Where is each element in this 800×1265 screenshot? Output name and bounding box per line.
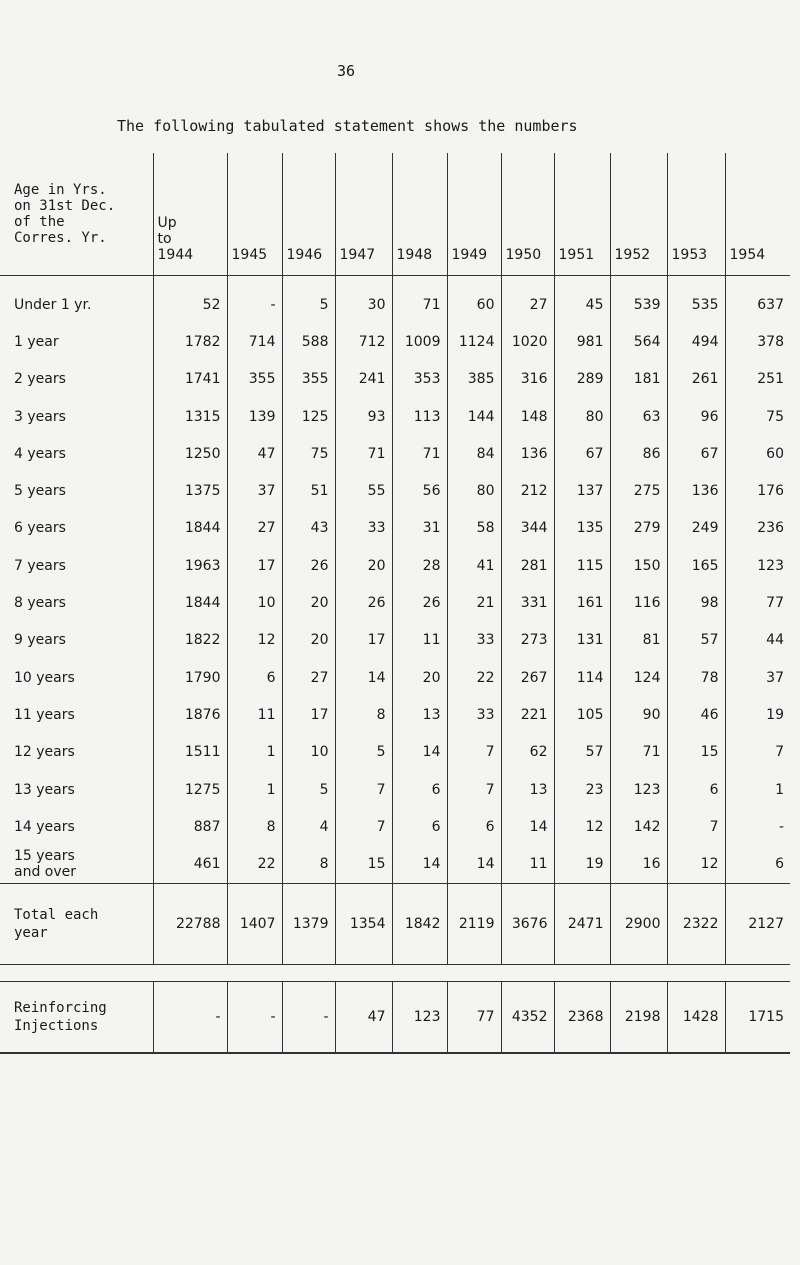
- value-cell: 14: [447, 845, 501, 883]
- value-cell: 2900: [610, 883, 667, 964]
- age-label: 9 years: [14, 632, 66, 649]
- value-cell: 5: [282, 771, 335, 808]
- value-cell: 14: [392, 845, 447, 883]
- value-cell: 887: [153, 808, 227, 845]
- value-cell: 712: [335, 323, 392, 360]
- value-cell: 78: [667, 659, 725, 696]
- value-cell: 355: [282, 361, 335, 398]
- value-cell: 105: [554, 696, 610, 733]
- age-column-header: [0, 153, 153, 276]
- value-cell: 2322: [667, 883, 725, 964]
- value-cell: 588: [282, 323, 335, 360]
- value-cell: 273: [501, 622, 554, 659]
- value-cell: 353: [392, 361, 447, 398]
- value-cell: 67: [667, 435, 725, 472]
- value-cell: 8: [282, 845, 335, 883]
- value-cell: 57: [554, 734, 610, 771]
- value-cell: 75: [282, 435, 335, 472]
- value-cell: 12: [667, 845, 725, 883]
- value-cell: 165: [667, 547, 725, 584]
- value-cell: 19: [554, 845, 610, 883]
- value-cell: 275: [610, 472, 667, 509]
- value-cell: 2471: [554, 883, 610, 964]
- value-cell: 77: [725, 584, 790, 621]
- value-cell: 161: [554, 584, 610, 621]
- value-cell: 37: [725, 659, 790, 696]
- value-cell: 1009: [392, 323, 447, 360]
- table-row: [0, 361, 790, 398]
- age-label: 12 years: [14, 744, 75, 761]
- value-cell: 22: [447, 659, 501, 696]
- table-row: [0, 276, 790, 324]
- value-cell: 125: [282, 398, 335, 435]
- value-cell: 4: [282, 808, 335, 845]
- reinforcing-row: [0, 981, 790, 1053]
- total-row: [0, 883, 790, 964]
- value-cell: 33: [335, 510, 392, 547]
- spacer-row: [0, 964, 790, 981]
- value-cell: 33: [447, 696, 501, 733]
- age-cell: [0, 276, 153, 324]
- value-cell: 279: [610, 510, 667, 547]
- value-cell: 114: [554, 659, 610, 696]
- age-label: 15 years: [14, 848, 75, 865]
- table-body: [0, 276, 790, 1053]
- year-header: 1946: [282, 153, 335, 276]
- value-cell: 249: [667, 510, 725, 547]
- value-cell: 539: [610, 276, 667, 324]
- value-cell: 80: [447, 472, 501, 509]
- value-cell: 7: [447, 771, 501, 808]
- age-header-line: Age in Yrs.: [14, 182, 107, 198]
- age-cell: [0, 584, 153, 621]
- year-header: 1950: [501, 153, 554, 276]
- table-row: [0, 845, 790, 883]
- value-cell: 17: [335, 622, 392, 659]
- age-label: 8 years: [14, 595, 66, 612]
- value-cell: 1876: [153, 696, 227, 733]
- value-cell: -: [227, 981, 282, 1053]
- value-cell: 28: [392, 547, 447, 584]
- age-cell: [0, 981, 153, 1053]
- age-label: 14 years: [14, 818, 75, 835]
- value-cell: -: [282, 981, 335, 1053]
- value-cell: 46: [667, 696, 725, 733]
- value-cell: 267: [501, 659, 554, 696]
- year-header: 1951: [554, 153, 610, 276]
- value-cell: 385: [447, 361, 501, 398]
- value-cell: 136: [667, 472, 725, 509]
- year-header: 1949: [447, 153, 501, 276]
- year-header: 1954: [725, 153, 790, 276]
- table-row: [0, 323, 790, 360]
- value-cell: 1844: [153, 510, 227, 547]
- age-header-line: on 31st Dec.: [14, 198, 116, 214]
- value-cell: 22: [227, 845, 282, 883]
- year-header: 1953: [667, 153, 725, 276]
- age-cell: [0, 771, 153, 808]
- value-cell: 15: [335, 845, 392, 883]
- value-cell: 51: [282, 472, 335, 509]
- value-cell: 1963: [153, 547, 227, 584]
- header-row: [0, 153, 790, 276]
- value-cell: 981: [554, 323, 610, 360]
- value-cell: 63: [610, 398, 667, 435]
- value-cell: 1715: [725, 981, 790, 1053]
- value-cell: -: [725, 808, 790, 845]
- value-cell: -: [153, 981, 227, 1053]
- value-cell: 7: [725, 734, 790, 771]
- value-cell: 261: [667, 361, 725, 398]
- value-cell: 1: [227, 771, 282, 808]
- value-cell: 8: [335, 696, 392, 733]
- age-label: Injections: [14, 1017, 99, 1034]
- value-cell: 80: [554, 398, 610, 435]
- age-label: 7 years: [14, 557, 66, 574]
- value-cell: 71: [392, 276, 447, 324]
- year-header: 1945: [227, 153, 282, 276]
- value-cell: 52: [153, 276, 227, 324]
- value-cell: 22788: [153, 883, 227, 964]
- table-row: [0, 510, 790, 547]
- value-cell: 16: [610, 845, 667, 883]
- value-cell: 27: [227, 510, 282, 547]
- age-cell: [0, 808, 153, 845]
- age-label: 4 years: [14, 445, 66, 462]
- value-cell: 12: [227, 622, 282, 659]
- age-label: 5 years: [14, 483, 66, 500]
- value-cell: 30: [335, 276, 392, 324]
- value-cell: 26: [282, 547, 335, 584]
- value-cell: 1790: [153, 659, 227, 696]
- value-cell: 5: [335, 734, 392, 771]
- age-cell: [0, 696, 153, 733]
- age-label: 10 years: [14, 669, 75, 686]
- value-cell: 47: [227, 435, 282, 472]
- value-cell: 17: [282, 696, 335, 733]
- value-cell: 58: [447, 510, 501, 547]
- value-cell: 7: [667, 808, 725, 845]
- value-cell: 1741: [153, 361, 227, 398]
- age-label: 13 years: [14, 781, 75, 798]
- value-cell: 124: [610, 659, 667, 696]
- value-cell: 6: [447, 808, 501, 845]
- value-cell: 60: [725, 435, 790, 472]
- immunisation-table: [0, 153, 790, 1054]
- table-row: [0, 435, 790, 472]
- up-header-line: 1944: [157, 247, 194, 263]
- age-cell: [0, 510, 153, 547]
- up-header-line: to: [157, 231, 172, 247]
- value-cell: 1379: [282, 883, 335, 964]
- value-cell: 378: [725, 323, 790, 360]
- value-cell: 1315: [153, 398, 227, 435]
- age-header-line: Corres. Yr.: [14, 230, 107, 246]
- value-cell: 11: [501, 845, 554, 883]
- value-cell: 316: [501, 361, 554, 398]
- table-row: [0, 734, 790, 771]
- value-cell: 6: [227, 659, 282, 696]
- value-cell: 331: [501, 584, 554, 621]
- value-cell: 98: [667, 584, 725, 621]
- value-cell: 1782: [153, 323, 227, 360]
- value-cell: 21: [447, 584, 501, 621]
- table-row: [0, 584, 790, 621]
- value-cell: 1: [227, 734, 282, 771]
- value-cell: 355: [227, 361, 282, 398]
- value-cell: 1822: [153, 622, 227, 659]
- value-cell: 535: [667, 276, 725, 324]
- value-cell: 136: [501, 435, 554, 472]
- age-cell: [0, 622, 153, 659]
- value-cell: 251: [725, 361, 790, 398]
- up-header-line: Up: [157, 215, 177, 231]
- value-cell: 1407: [227, 883, 282, 964]
- value-cell: 131: [554, 622, 610, 659]
- value-cell: 67: [554, 435, 610, 472]
- value-cell: 7: [447, 734, 501, 771]
- value-cell: 1428: [667, 981, 725, 1053]
- value-cell: 60: [447, 276, 501, 324]
- value-cell: 7: [335, 771, 392, 808]
- value-cell: 27: [282, 659, 335, 696]
- value-cell: 6: [667, 771, 725, 808]
- table-row: [0, 622, 790, 659]
- value-cell: 344: [501, 510, 554, 547]
- value-cell: 84: [447, 435, 501, 472]
- value-cell: 11: [227, 696, 282, 733]
- value-cell: 27: [501, 276, 554, 324]
- value-cell: 14: [392, 734, 447, 771]
- table-row: [0, 472, 790, 509]
- age-cell: [0, 398, 153, 435]
- age-cell: [0, 734, 153, 771]
- value-cell: 71: [610, 734, 667, 771]
- value-cell: 7: [335, 808, 392, 845]
- value-cell: 281: [501, 547, 554, 584]
- value-cell: 137: [554, 472, 610, 509]
- value-cell: 2119: [447, 883, 501, 964]
- value-cell: 44: [725, 622, 790, 659]
- value-cell: 10: [282, 734, 335, 771]
- value-cell: 41: [447, 547, 501, 584]
- age-cell: [0, 435, 153, 472]
- value-cell: 150: [610, 547, 667, 584]
- value-cell: 176: [725, 472, 790, 509]
- age-label: 1 year: [14, 333, 59, 350]
- value-cell: 86: [610, 435, 667, 472]
- age-label: year: [14, 924, 48, 941]
- value-cell: 20: [392, 659, 447, 696]
- value-cell: 714: [227, 323, 282, 360]
- value-cell: 31: [392, 510, 447, 547]
- year-header: 1952: [610, 153, 667, 276]
- value-cell: 123: [610, 771, 667, 808]
- value-cell: 494: [667, 323, 725, 360]
- value-cell: 56: [392, 472, 447, 509]
- value-cell: 123: [392, 981, 447, 1053]
- value-cell: 12: [554, 808, 610, 845]
- value-cell: 1511: [153, 734, 227, 771]
- age-header-line: of the: [14, 214, 65, 230]
- value-cell: 2368: [554, 981, 610, 1053]
- value-cell: 135: [554, 510, 610, 547]
- value-cell: 90: [610, 696, 667, 733]
- age-label: 6 years: [14, 520, 66, 537]
- value-cell: 564: [610, 323, 667, 360]
- value-cell: 13: [392, 696, 447, 733]
- year-header: 1947: [335, 153, 392, 276]
- value-cell: 43: [282, 510, 335, 547]
- value-cell: 142: [610, 808, 667, 845]
- value-cell: 1375: [153, 472, 227, 509]
- value-cell: 6: [725, 845, 790, 883]
- value-cell: 20: [282, 584, 335, 621]
- intro-text: The following tabulated statement shows the numbers: [117, 117, 578, 135]
- value-cell: 637: [725, 276, 790, 324]
- age-label: 2 years: [14, 371, 66, 388]
- value-cell: 62: [501, 734, 554, 771]
- value-cell: 55: [335, 472, 392, 509]
- value-cell: 14: [335, 659, 392, 696]
- value-cell: 57: [667, 622, 725, 659]
- value-cell: 20: [335, 547, 392, 584]
- value-cell: 113: [392, 398, 447, 435]
- value-cell: 14: [501, 808, 554, 845]
- value-cell: 26: [335, 584, 392, 621]
- value-cell: 45: [554, 276, 610, 324]
- value-cell: 236: [725, 510, 790, 547]
- value-cell: 47: [335, 981, 392, 1053]
- value-cell: 23: [554, 771, 610, 808]
- value-cell: 77: [447, 981, 501, 1053]
- value-cell: 1354: [335, 883, 392, 964]
- spacer-cell: [0, 964, 790, 981]
- value-cell: 1124: [447, 323, 501, 360]
- table-row: [0, 398, 790, 435]
- age-cell: [0, 883, 153, 964]
- value-cell: 212: [501, 472, 554, 509]
- value-cell: 15: [667, 734, 725, 771]
- table-row: [0, 696, 790, 733]
- value-cell: 75: [725, 398, 790, 435]
- value-cell: 8: [227, 808, 282, 845]
- age-cell: [0, 845, 153, 883]
- table-row: [0, 659, 790, 696]
- value-cell: 1250: [153, 435, 227, 472]
- value-cell: 144: [447, 398, 501, 435]
- value-cell: 139: [227, 398, 282, 435]
- value-cell: 26: [392, 584, 447, 621]
- value-cell: 181: [610, 361, 667, 398]
- age-cell: [0, 659, 153, 696]
- age-label: Under 1 yr.: [14, 296, 92, 313]
- value-cell: 10: [227, 584, 282, 621]
- age-cell: [0, 323, 153, 360]
- year-header: 1948: [392, 153, 447, 276]
- table-row: [0, 771, 790, 808]
- value-cell: 19: [725, 696, 790, 733]
- value-cell: 96: [667, 398, 725, 435]
- value-cell: 115: [554, 547, 610, 584]
- table-row: [0, 808, 790, 845]
- value-cell: 37: [227, 472, 282, 509]
- value-cell: 289: [554, 361, 610, 398]
- value-cell: -: [227, 276, 282, 324]
- value-cell: 123: [725, 547, 790, 584]
- value-cell: 6: [392, 808, 447, 845]
- age-cell: [0, 547, 153, 584]
- age-cell: [0, 361, 153, 398]
- value-cell: 33: [447, 622, 501, 659]
- value-cell: 3676: [501, 883, 554, 964]
- value-cell: 71: [335, 435, 392, 472]
- value-cell: 4352: [501, 981, 554, 1053]
- value-cell: 241: [335, 361, 392, 398]
- value-cell: 116: [610, 584, 667, 621]
- value-cell: 2127: [725, 883, 790, 964]
- value-cell: 1275: [153, 771, 227, 808]
- age-label: 11 years: [14, 706, 75, 723]
- value-cell: 20: [282, 622, 335, 659]
- value-cell: 1: [725, 771, 790, 808]
- age-label: 3 years: [14, 408, 66, 425]
- value-cell: 71: [392, 435, 447, 472]
- value-cell: 221: [501, 696, 554, 733]
- table-row: [0, 547, 790, 584]
- value-cell: 13: [501, 771, 554, 808]
- value-cell: 148: [501, 398, 554, 435]
- value-cell: 11: [392, 622, 447, 659]
- value-cell: 81: [610, 622, 667, 659]
- value-cell: 17: [227, 547, 282, 584]
- age-label: and over: [14, 864, 77, 881]
- value-cell: 1020: [501, 323, 554, 360]
- value-cell: 93: [335, 398, 392, 435]
- value-cell: 461: [153, 845, 227, 883]
- value-cell: 6: [392, 771, 447, 808]
- age-label: Total each: [14, 906, 99, 923]
- value-cell: 2198: [610, 981, 667, 1053]
- age-label: Reinforcing: [14, 999, 107, 1016]
- value-cell: 5: [282, 276, 335, 324]
- page-number: 36: [337, 62, 356, 80]
- value-cell: 1842: [392, 883, 447, 964]
- age-cell: [0, 472, 153, 509]
- up-to-1944-header: [153, 153, 227, 276]
- value-cell: 1844: [153, 584, 227, 621]
